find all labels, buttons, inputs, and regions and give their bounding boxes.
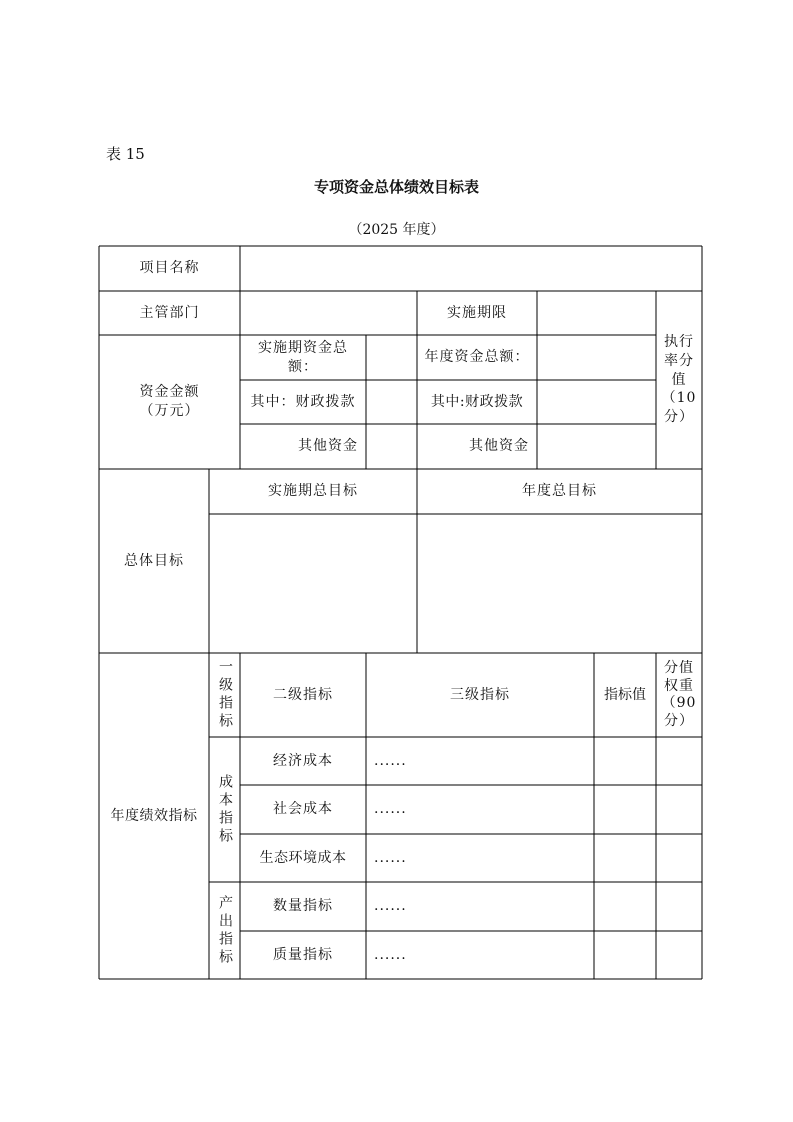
annual-total-label: 年度资金总额：	[424, 349, 530, 366]
level1-header: 一级指标	[216, 659, 233, 731]
table-number: 表 15	[106, 145, 145, 163]
annual-goal-label: 年度总目标	[522, 483, 597, 500]
annual-goal-field[interactable]	[417, 514, 702, 653]
period-total-field[interactable]	[366, 335, 417, 380]
cost-group-label: 成本指标	[216, 773, 233, 846]
period-goal-label: 实施期总目标	[268, 483, 358, 500]
value-field[interactable]	[594, 931, 656, 979]
annual-total-field[interactable]	[537, 335, 656, 380]
other-funds-label-left: 其他资金	[298, 438, 358, 455]
value-header: 指标值	[604, 686, 646, 703]
other-funds-field-right[interactable]	[537, 424, 656, 469]
period-label: 实施期限	[447, 304, 507, 321]
page-title: 专项资金总体绩效目标表	[313, 178, 479, 196]
indicators-label: 年度绩效指标	[110, 807, 198, 824]
value-field[interactable]	[594, 834, 656, 882]
fiscal-field-right[interactable]	[537, 380, 656, 424]
level2-item: 质量指标	[273, 946, 333, 963]
fiscal-label-left: 其中：财政拨款	[250, 393, 356, 410]
level2-item: 经济成本	[273, 752, 333, 769]
funds-label: 资金金额（万元）	[139, 384, 200, 419]
level2-item: 数量指标	[273, 898, 333, 915]
overall-goal-label: 总体目标	[124, 552, 184, 569]
value-field[interactable]	[594, 737, 656, 785]
period-field[interactable]	[537, 291, 656, 335]
level3-item[interactable]: ......	[374, 752, 407, 769]
year-subtitle: （2025 年度）	[348, 222, 445, 238]
level3-item[interactable]: ......	[374, 946, 407, 963]
weight-field[interactable]	[656, 882, 702, 931]
execution-rate-label: 执行率分值（10分）	[661, 333, 697, 426]
level3-item[interactable]: ......	[374, 849, 407, 866]
other-funds-label-right: 其他资金	[469, 438, 529, 455]
value-field[interactable]	[594, 882, 656, 931]
value-field[interactable]	[594, 785, 656, 834]
weight-field[interactable]	[656, 834, 702, 882]
weight-field[interactable]	[656, 737, 702, 785]
other-funds-field-left[interactable]	[366, 424, 417, 469]
weight-field[interactable]	[656, 785, 702, 834]
department-field[interactable]	[240, 291, 417, 335]
project-name-label: 项目名称	[139, 260, 200, 277]
project-name-field[interactable]	[240, 246, 702, 291]
level3-header: 三级指标	[450, 686, 510, 703]
level3-item[interactable]: ......	[374, 898, 407, 915]
period-total-label: 实施期资金总额：	[258, 339, 348, 375]
fiscal-label-right: 其中:财政拨款	[430, 393, 524, 410]
output-group-label: 产出指标	[216, 894, 233, 967]
weight-field[interactable]	[656, 931, 702, 979]
level3-item[interactable]: ......	[374, 801, 407, 818]
weight-header: 分值权重（90分）	[661, 660, 697, 729]
department-label: 主管部门	[139, 304, 200, 321]
level2-item: 社会成本	[273, 801, 333, 818]
level2-header: 二级指标	[273, 686, 333, 703]
level2-item: 生态环境成本	[259, 849, 347, 866]
fiscal-field-left[interactable]	[366, 380, 417, 424]
period-goal-field[interactable]	[209, 514, 417, 653]
